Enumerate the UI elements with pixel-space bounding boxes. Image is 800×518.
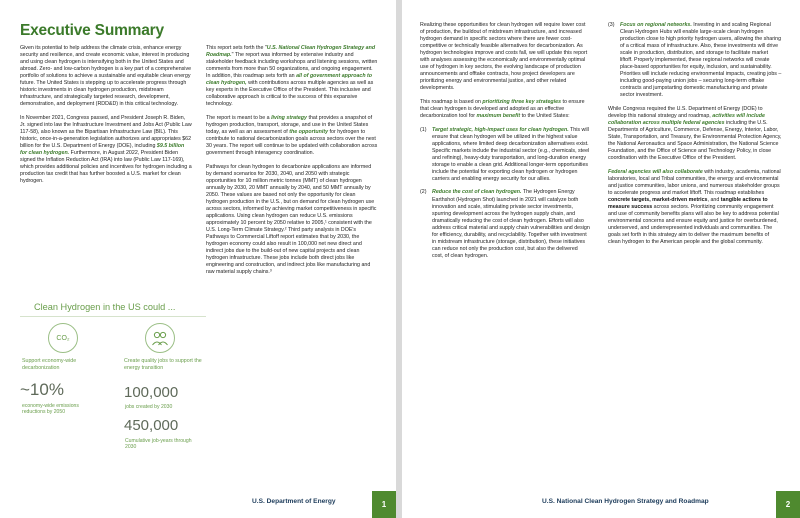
highlight-text: Federal agencies will also collaborate [608, 168, 703, 175]
bold-text: concrete targets, market-driven metrics [608, 197, 708, 204]
text-run: that provides a snapshot of hydrogen production, transport, storage, and use in the United States today, as well as an assessment of [206, 114, 373, 136]
page-1-footer [0, 491, 396, 518]
highlight-text: living strategy [271, 114, 307, 121]
callout-title: Clean Hydrogen in the US could ... [34, 302, 176, 312]
text-run: across sectors. Prioritizing community engagement and use of community benefits plans will also be key to address potential environmental concerns and ensure equity and justice for overburdened, underserved, and underrepresented individuals and communities. The goals set forth in this strategy aim to deliver the maximum benefits of clean hydrogen to the American people and the global community. [608, 204, 779, 246]
callout-box [20, 300, 206, 480]
highlight-text: all of government approach to clean hydrogen, [206, 73, 373, 87]
text-run: This report sets forth the " [206, 45, 267, 51]
highlight-text: prioritizing three key strategies [482, 98, 562, 105]
text-run: " The report was informed by extensive industry and stakeholder feedback including workshops and listening sessions, written comments from more than 50 organizations, and ongoing engagement. In addition, this roadmap sets forth an [206, 52, 378, 80]
text-run: to the United States: [520, 113, 570, 120]
opportunities-paragraph: Realizing these opportunities for clean hydrogen will require lower cost of production, the buildout of midstream infrastructure, and increased hydrogen demand in specific sectors where there are fewer cost-competitive or technically feasible alternatives for decarbonization. As hydrogen technologies improve and costs fall, we will update this report with analyses assessing the economically and environmentally optimal use of hydrogen in key sectors, the evolving landscape of production announcements and offtake contracts, how project developers are prioritizing energy and environmental justice, and other related developments. [420, 22, 588, 92]
text-run: including the U.S. Departments of Agriculture, Commerce, Defense, Energy, Interior, Labor, State, Transportation, and Treasury, the Environmental Protection Agency, the National Aeronautics and Space Administration, the National Science Foundation, and the Office of Science and Technology Policy, in close coordination with the Executive Office of the President. [608, 120, 782, 162]
left-column [420, 22, 590, 266]
strategy-item-2 [420, 189, 590, 259]
page-title: Executive Summary [20, 22, 164, 39]
strategy-item-3 [608, 22, 782, 100]
bold-text: tangible actions to measure success [608, 197, 768, 211]
highlight-text: activities will include collaboration across multiple federal agencies [608, 113, 765, 127]
page-2 [402, 0, 800, 518]
highlight-text: Target strategic, high-impact uses for clean hydrogen. [432, 126, 569, 133]
left-column [20, 45, 192, 192]
middle-column [206, 45, 378, 283]
text-run: While Congress required the U.S. Department of Energy (DOE) to develop this national strategy and roadmap, [608, 106, 763, 120]
congress-paragraph [608, 106, 782, 162]
callout-divider [20, 316, 206, 317]
text-run: This will ensure that clean hydrogen will be utilized in the highest value applications, where limited deep decarbonization alternatives exist. Specific markets include the industrial sector (e.g., chemicals, steel and refining), heavy-duty transportation, and long-duration energy storage to enable a clean grid. Additional longer-term opportunities include the potential for exporting clean hydrogen or hydrogen carriers and enabling energy security for our allies. [432, 126, 590, 182]
strategies-paragraph [420, 99, 590, 120]
text-run: to ensure that clean hydrogen is developed and adopted as an effective decarbonization tool for [420, 98, 585, 120]
stat-job-years-caption: Cumulative job-years through 2030 [125, 438, 192, 451]
text-run: The report is meant to be a [206, 114, 272, 121]
footer-text: U.S. Department of Energy [252, 498, 336, 505]
item-body [432, 127, 590, 183]
label-decarbonization: Support economy-wide decarbonization [22, 358, 77, 371]
report-paragraph [206, 45, 378, 108]
highlight-text: $9.5 billion for clean hydrogen. [20, 143, 185, 157]
item-body [620, 22, 782, 100]
text-run: for hydrogen to contribute to national decarbonization goals across sectors over the next 30 years. The report will continue to be updated with collaboration across government through interagency coordination. [206, 129, 378, 157]
footer-text: U.S. National Clean Hydrogen Strategy and Roadmap [542, 498, 709, 505]
strategy-item-1 [420, 127, 590, 183]
stat-jobs-2030: 100,000 [124, 384, 179, 401]
text-run: In November 2021, Congress passed, and President Joseph R. Biden, Jr. signed into law the Infrastructure Investment and Jobs Act (Public Law 117-58), also known as the Bipartisan Infrastructure Law (BIL). This historic, once-in-a-generation legislation authorizes and appropriates $62 billion for the U.S. Department of Energy (DOE), including [20, 114, 192, 150]
page-1 [0, 0, 396, 518]
highlight-text: maximum benefit [476, 113, 521, 120]
stat-emissions-caption: economy-wide emissions reductions by 2050 [22, 403, 79, 416]
highlight-text: Reduce the cost of clean hydrogen. [432, 189, 522, 196]
intro-paragraph: Given its potential to help address the climate crisis, enhance energy security and resilience, and create economic value, interest in producing and using clean hydrogen is intensifying both in the United States and abroad. Zero- and low-carbon hydrogen is a key part of a comprehensive portfolio of solutions to achieve a sustainable and equitable clean energy future. The United States is stepping up to accelerate progress through historic investments in clean hydrogen production, midstream infrastructure, and strategically targeted research, development, demonstration, and deployment (RDD&D) in this critical technology. [20, 45, 192, 108]
workers-glyph [151, 330, 169, 346]
label-jobs: Create quality jobs to support the energy transition [124, 358, 202, 371]
text-run: with industry, academia, national laboratories, local and Tribal communities, the energy and environmental and justice communities, labor unions, and numerous stakeholder groups to accelerate progress and market liftoff. This roadmap establishes [608, 168, 781, 197]
highlight-text: Focus on regional networks. [620, 22, 692, 28]
stat-job-years: 450,000 [124, 417, 179, 434]
collaboration-paragraph [608, 169, 782, 247]
text-run: with contributions across multiple agencies as well as key experts in the Executive Office of the President. This inclusive and collaborative approach is critical to the success of this expansive technology. [206, 80, 374, 108]
text-run: This roadmap is based on [420, 98, 483, 105]
right-column [608, 22, 782, 253]
item-number: (2) [420, 189, 427, 196]
page-2-footer [402, 491, 800, 518]
co2-icon-text: CO₂ [56, 334, 70, 342]
pathways-paragraph: Pathways for clean hydrogen to decarbonize applications are informed by demand scenarios for 2030, 2040, and 2050 with strategic opportunities for 10 million metric tonnes (MMT) of clean hydrogen annually by 2030, 20 MMT annually by 2040, and 50 MMT annually by 2050. These values are based not only the opportunity for clean hydrogen production in the U.S., but on demand for clean hydrogen use across sectors, informed by achieving market competitiveness in specific applications. Using clean hydrogen can reduce U.S. emissions approximately 10 percent by 2050 relative to 2005,¹ consistent with the U.S. Long-Term Climate Strategy.² Third party analysis in DOE's Pathways to Commercial Liftoff report estimates that by 2030, the hydrogen economy could also result in 100,000 net new direct and indirect jobs due to the build-out of new capital projects and clean hydrogen infrastructure. These jobs include both direct jobs like engineering and construction, and indirect jobs like manufacturing and raw material supply chains.³ [206, 163, 377, 276]
page-number: 2 [776, 491, 800, 518]
text-run: Investing in and scaling Regional Clean Hydrogen Hubs will enable large-scale clean hydrogen production close to high priority hydrogen users, allowing the sharing of a critical mass of infrastructure. Also, these investments will drive scale in production, distribution, and storage to facilitate market liftoff. Properly implemented, these regional networks will create place-based opportunities for equity, inclusion, and sustainability. Priorities will include reducing environmental impacts, creating jobs – including good-paying union jobs – securing long-term offtake contracts and jumpstarting domestic manufacturing and private sector investment. [620, 22, 782, 99]
stat-emissions-pct: ~10% [20, 380, 64, 399]
text-run: The Hydrogen Energy Earthshot (Hydrogen Shot) launched in 2021 will catalyze both innovation and scale, stimulating private sector investments, spurring development across the hydrogen supply chain, and dramatically reducing the cost of clean hydrogen. Efforts will also address critical material and supply chain vulnerabilities and design for efficiency, durability, and recyclability. Together with investment in midstream infrastructure (storage, distribution), these initiatives can reduce not only the production cost, but also the delivered cost, of clean hydrogen. [432, 189, 590, 259]
item-body [432, 189, 590, 259]
page-number: 1 [372, 491, 396, 518]
highlight-text: U.S. National Clean Hydrogen Strategy and Roadmap. [206, 45, 376, 59]
workers-icon [145, 323, 175, 353]
co2-cloud-icon [48, 323, 78, 353]
item-number: (1) [420, 126, 427, 133]
stat-jobs-2030-caption: jobs created by 2030 [125, 404, 173, 410]
text-run: Furthermore, in August 2022, President Biden signed the Inflation Reduction Act (IRA) into law (Public Law 117-169), which provides additional policies and incentives for hydrogen including a production tax credit that has further boosted a U.S. market for clean hydrogen. [20, 150, 192, 185]
text-run: , and [707, 197, 721, 204]
living-strategy-paragraph [206, 115, 378, 157]
item-number: (3) [608, 22, 615, 28]
bil-paragraph [20, 115, 192, 185]
highlight-text: the opportunity [289, 129, 329, 136]
